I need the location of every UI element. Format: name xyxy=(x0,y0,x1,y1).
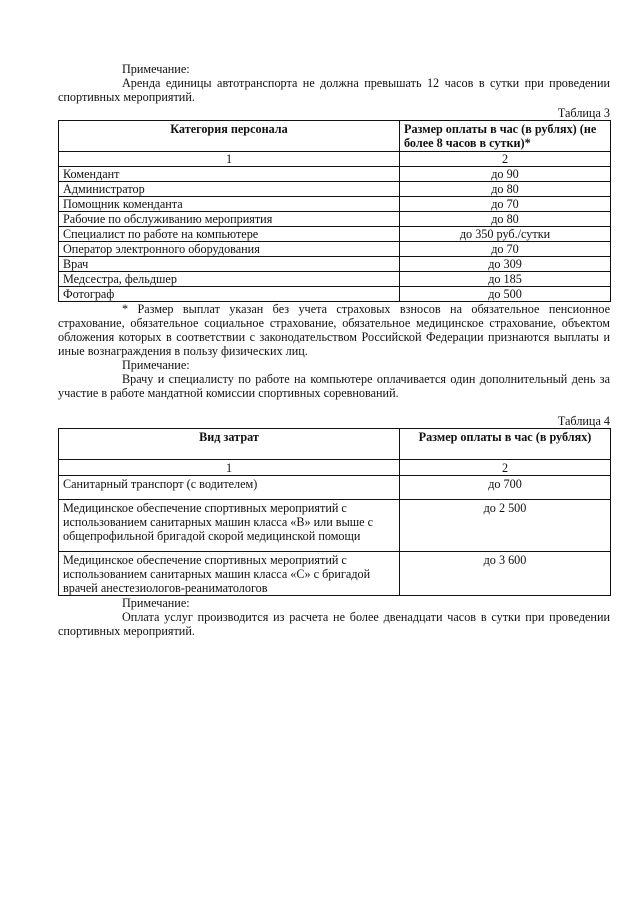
table3-colnum-2: 2 xyxy=(400,152,611,167)
table-row xyxy=(59,500,611,552)
table3-cell: Специалист по работе на компьютере xyxy=(59,227,400,242)
table4-cell: до 3 600 xyxy=(400,552,611,596)
table4-cell: Медицинское обеспечение спортивных мероприятий с использованием санитарных машин класса «С» с бригадой врачей анестезиологов-реаниматологов xyxy=(59,552,400,596)
table3 xyxy=(58,120,611,302)
table-row xyxy=(59,552,611,596)
table4 xyxy=(58,428,611,596)
table3-header-rate: Размер оплаты в час (в рублях) (не более 8 часов в сутки)* xyxy=(400,121,611,152)
table3-cell: до 185 xyxy=(400,272,611,287)
table4-cell: до 2 500 xyxy=(400,500,611,552)
table4-label: Таблица 4 xyxy=(557,414,610,428)
table4-colnum-2: 2 xyxy=(400,460,611,476)
table3-cell: до 500 xyxy=(400,287,611,302)
table-row xyxy=(59,272,611,287)
note2-text: Врачу и специалисту по работе на компьютере оплачивается один дополнительный день за участие в работе мандатной комиссии спортивных соревнований. xyxy=(58,372,610,400)
table3-cell: Рабочие по обслуживанию мероприятия xyxy=(59,212,400,227)
note2-heading: Примечание: xyxy=(122,358,190,372)
table-row xyxy=(59,167,611,182)
table3-cell: Медсестра, фельдшер xyxy=(59,272,400,287)
table-row xyxy=(59,257,611,272)
table-row xyxy=(59,287,611,302)
table3-cell: Комендант xyxy=(59,167,400,182)
table4-header-row xyxy=(59,429,611,460)
table-row xyxy=(59,227,611,242)
table3-header-row xyxy=(59,121,611,152)
table3-cell: до 70 xyxy=(400,197,611,212)
table3-cell: Врач xyxy=(59,257,400,272)
table4-header-rate: Размер оплаты в час (в рублях) xyxy=(400,429,611,460)
footnote: * Размер выплат указан без учета страховых взносов на обязательное пенсионное страхование, обязательное социальное страхование, обязательное медицинское страхование, объектом обложения которых в соответствии с законодательством Российской Федерации признаются выплаты и иные вознаграждения в пользу физических лиц. xyxy=(58,302,610,358)
table-row xyxy=(59,476,611,500)
table3-header-category: Категория персонала xyxy=(59,121,400,152)
table3-cell: до 350 руб./сутки xyxy=(400,227,611,242)
table4-number-row xyxy=(59,460,611,476)
note1-text: Аренда единицы автотранспорта не должна превышать 12 часов в сутки при проведении спортивных мероприятий. xyxy=(58,76,610,104)
table-row xyxy=(59,212,611,227)
table-row xyxy=(59,197,611,212)
table4-header-cost-type: Вид затрат xyxy=(59,429,400,460)
table4-cell: до 700 xyxy=(400,476,611,500)
table3-cell: Администратор xyxy=(59,182,400,197)
table3-colnum-1: 1 xyxy=(59,152,400,167)
table3-label: Таблица 3 xyxy=(557,106,610,120)
table3-cell: Фотограф xyxy=(59,287,400,302)
table4-cell: Медицинское обеспечение спортивных мероприятий с использованием санитарных машин класса «В» или выше с общепрофильной бригадой скорой медицинской помощи xyxy=(59,500,400,552)
table-row xyxy=(59,242,611,257)
table3-cell: до 90 xyxy=(400,167,611,182)
table-row xyxy=(59,182,611,197)
document-page xyxy=(58,62,610,638)
table3-cell: Помощник коменданта xyxy=(59,197,400,212)
note3-heading: Примечание: xyxy=(122,596,190,610)
table3-cell: Оператор электронного оборудования xyxy=(59,242,400,257)
table3-cell: до 70 xyxy=(400,242,611,257)
table3-cell: до 80 xyxy=(400,182,611,197)
table3-number-row xyxy=(59,152,611,167)
table3-cell: до 80 xyxy=(400,212,611,227)
table4-colnum-1: 1 xyxy=(59,460,400,476)
table4-cell: Санитарный транспорт (с водителем) xyxy=(59,476,400,500)
table3-cell: до 309 xyxy=(400,257,611,272)
note3-text: Оплата услуг производится из расчета не более двенадцати часов в сутки при проведении спортивных мероприятий. xyxy=(58,610,610,638)
note1-heading: Примечание: xyxy=(122,62,190,76)
